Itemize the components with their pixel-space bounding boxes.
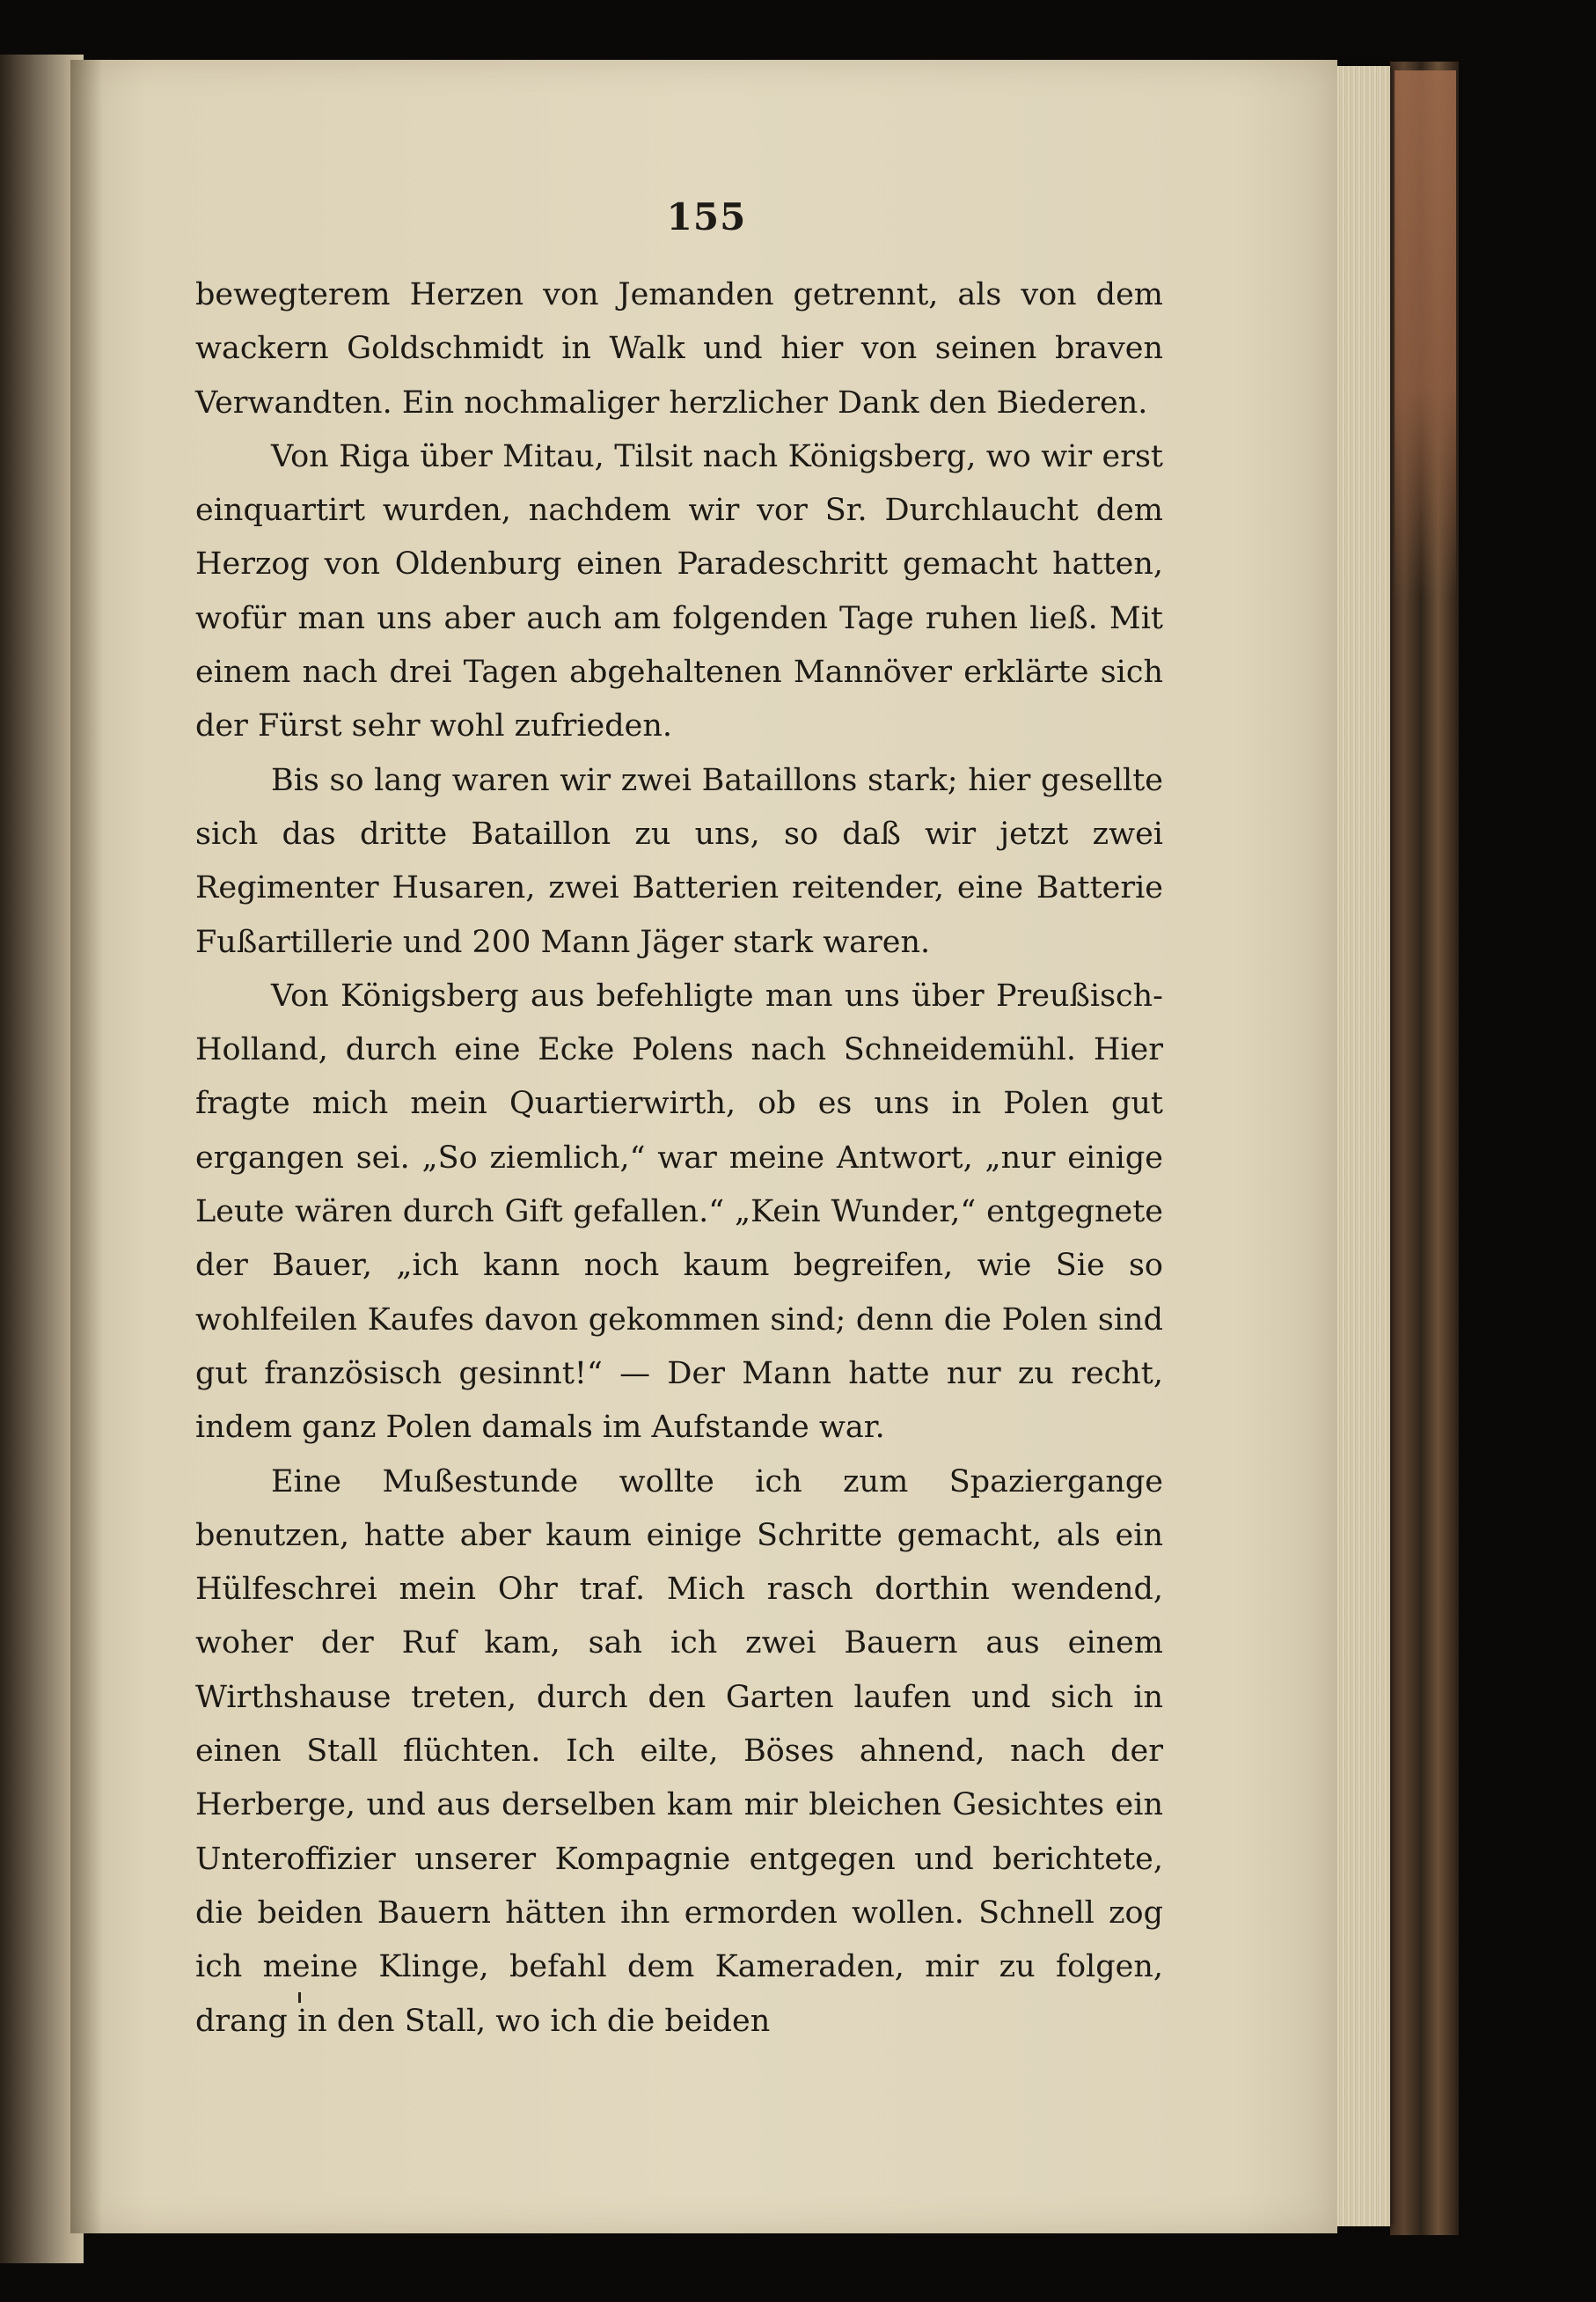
paragraph: Von Königsberg aus befehligte man uns über Preußisch-Holland, durch eine Ecke Polens nach Schneidemühl. Hier fragte mich mein Quartierwirth, ob es uns in Polen gut ergangen sei. „So ziemlich,“ war meine Antwort, „nur einige Leute wären durch Gift gefallen.“ „Kein Wunder,“ entgegnete der Bauer, „ich kann noch kaum begreifen, wie Sie so wohlfeilen Kaufes davon gekommen sind; denn die Polen sind gut französisch gesinnt!“ — Der Mann hatte nur zu recht, indem ganz Polen damals im Aufstande war. — [195, 978, 1163, 1446]
paragraph: Eine Mußestunde wollte ich zum Spaziergange benutzen, hatte aber kaum einige Schritte gemacht, als ein Hülfeschrei mein Ohr traf. Mich rasch dorthin wendend, woher der Ruf kam, sah ich zwei Bauern aus einem Wirthshause treten, durch den Garten laufen und sich in einen Stall flüchten. Ich eilte, Böses ahnend, nach der Herberge, und aus derselben kam mir bleichen Gesichtes ein Unteroffizier unserer Kompagnie entgegen und berichtete, die beiden Bauern hätten ihn ermorden wollen. Schnell zog ich meine Klinge, befahl dem Kameraden, mir zu folgen, drang in den Stall, wo ich die beiden — [195, 1463, 1163, 2039]
paragraph: Bis so lang waren wir zwei Bataillons stark; hier gesellte sich das dritte Bataillon zu uns, so daß wir jetzt zwei Regimenter Husaren, zwei Batterien reitender, eine Batterie Fußartillerie und 200 Mann Jäger stark waren. — [195, 762, 1163, 960]
paragraph: Von Riga über Mitau, Tilsit nach Königsberg, wo wir erst einquartirt wurden, nachdem wir vor Sr. Durchlaucht dem Herzog von Oldenburg einen Paradeschritt gemacht hatten, wofür man uns aber auch am folgenden Tage ruhen ließ. Mit einem nach drei Tagen abgehaltenen Mannöver erklärte sich der Fürst sehr wohl zufrieden. — [195, 438, 1163, 744]
gutter-shadow — [70, 60, 102, 2233]
body-text — [195, 268, 1163, 2049]
ink-speck — [298, 1992, 301, 2003]
page-number: 155 — [666, 195, 747, 238]
paragraph: bewegterem Herzen von Jemanden getrennt, als von dem wackern Goldschmidt in Walk und hier von seinen braven Verwandten. Ein nochmaliger herzlicher Dank den Biederen. — [195, 277, 1163, 421]
book-cover-leather — [1395, 70, 1456, 598]
